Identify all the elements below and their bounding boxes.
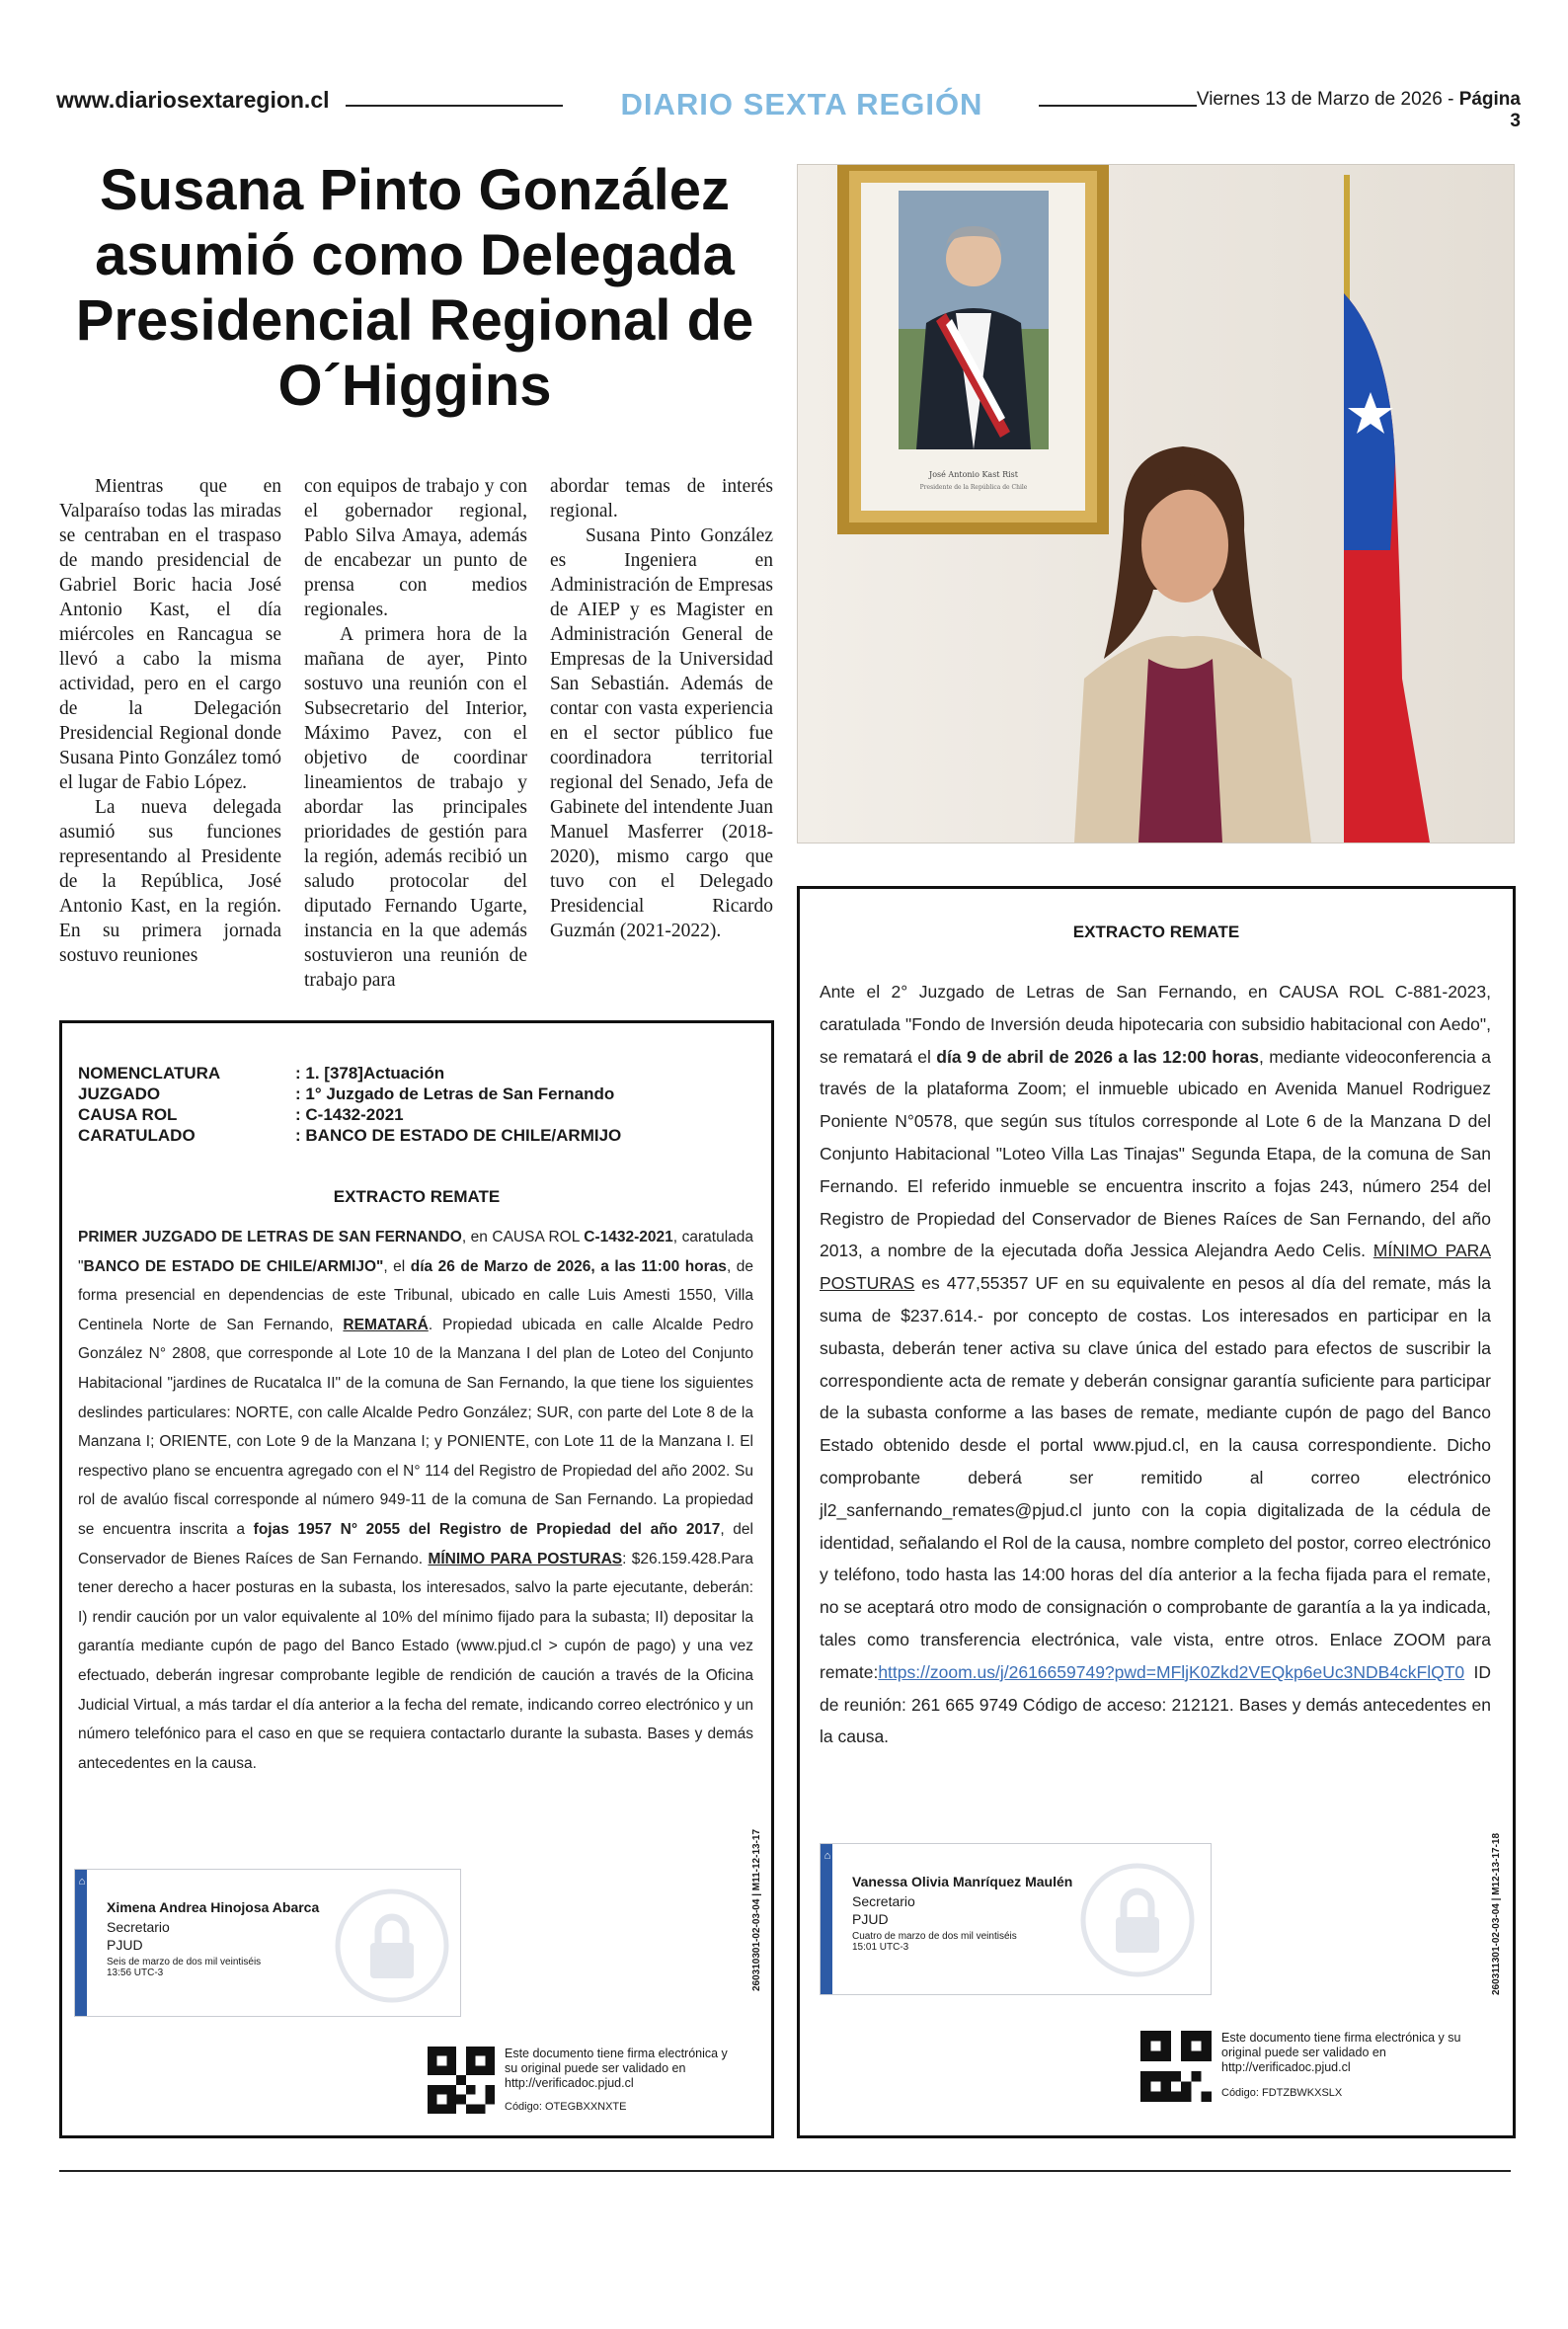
signer-org: PJUD xyxy=(852,1911,889,1927)
qr-code-icon[interactable] xyxy=(1140,2031,1212,2102)
verification-text: Este documento tiene firma electrónica y su original puede ser validado en http://verificadoc.pjud.cl xyxy=(505,2047,728,2090)
notice-body: Ante el 2° Juzgado de Letras de San Fernando, en CAUSA ROL C-881-2023, caratulada "Fondo de Inversión deuda hipotecaria con subsidio habitacional con Aedo", se rematará el día 9 de abril de 2026 a las 12:00 horas, mediante videoconferencia a través de la plataforma Zoom; el inmueble ubicado en Avenida Manuel Rodriguez Poniente N°0578, que según sus títulos corresponde al Lote 6 de la Manzana D del Conjunto Habitacional "Loteo Villa Las Tinajas" Segunda Etapa, de la comuna de San Fernando. El referido inmueble se encuentra inscrito a fojas 243, número 254 del Registro de Propiedad del Conservador de Bienes Raíces de San Fernando, del año 2013, a nombre de la ejecutada doña Jessica Alejandra Aedo Celis. MÍNIMO PARA POSTURAS es 477,55357 UF en su equivalente en pesos al día del remate, más la suma de $237.614.- por concepto de costas. Los interesados en participar en la subasta, deberán tener activa su clave única del estado para efectos de suscribir la correspondiente acta de remate y deberán consignar garantía suficiente para participar de la subasta conforme a las bases de remate, mediante cupón de pago del Banco Estado obtenido desde el portal www.pjud.cl, en la causa correspondiente. Dicho comprobante deberá ser remitido al correo electrónico jl2_sanfernando_remates@pjud.cl junto con la copia digitalizada de la cédula de identidad, señalando el Rol de la causa, nombre completo del postor, correo electrónico y teléfono, todo hasta las 14:00 horas del día anterior a la fecha fijada para el remate, no se aceptará otro modo de consignación o comprobante de garantía a la ya indicada, tales como transferencia electrónica, vale vista, entre otros. Enlace ZOOM para remate:https://zoom.us/j/2616659749?pwd=MFljK0Zkd2VEQkp6eUc3NDB4ckFlQT0 ID de reunión: 261 665 9749 Código de acceso: 212121. Bases y demás antecedentes en la causa. xyxy=(820,982,1491,1747)
header-rule-right xyxy=(1039,105,1197,107)
signer-org: PJUD xyxy=(107,1937,143,1953)
header-rule-left xyxy=(346,105,563,107)
court-seal-icon: ⌂ xyxy=(823,1850,831,1862)
signer-name: Vanessa Olivia Manríquez Maulén xyxy=(852,1874,1073,1889)
signer-name: Ximena Andrea Hinojosa Abarca xyxy=(107,1899,320,1915)
signature-block xyxy=(74,1869,461,2017)
signer-role: Secretario xyxy=(852,1893,915,1909)
signature-date: Seis de marzo de dos mil veintiséis xyxy=(107,1957,262,1968)
notice-title: EXTRACTO REMATE xyxy=(1072,923,1240,941)
notice-metadata xyxy=(78,1063,710,1146)
article-column-1 xyxy=(59,474,281,968)
verification-code: Código: OTEGBXXNXTE xyxy=(505,2101,627,2113)
article-column-2 xyxy=(304,474,527,993)
verification-block xyxy=(428,2047,744,2126)
meta-row: JUZGADO : 1° Juzgado de Letras de San Fernando xyxy=(78,1084,615,1103)
zoom-link[interactable]: https://zoom.us/j/2616659749?pwd=MFljK0Zkd2VEQkp6eUc3NDB4ckFlQT0 xyxy=(878,1661,1465,1682)
paragraph: abordar temas de interés regional. xyxy=(550,476,773,522)
article-column-3 xyxy=(550,474,773,943)
notice-body: PRIMER JUZGADO DE LETRAS DE SAN FERNANDO, en CAUSA ROL C-1432-2021, caratulada "BANCO DE ESTADO DE CHILE/ARMIJO", el día 26 de Marzo de 2026, a las 11:00 horas, de forma presencial en dependencias de este Tribunal, ubicado en calle Luis Amesti 1550, Villa Centinela Norte de San Fernando, REMATARÁ. Propiedad ubicada en calle Alcalde Pedro González N° 2808, que corresponde al Lote 10 de la Manzana I del plan de Loteo del Conjunto Habitacional "jardines de Rucatalca II" de la comuna de San Fernando, la que tiene los siguientes deslindes particulares: NORTE, con calle Alcalde Pedro González; SUR, con parte del Lote 8 de la Manzana I; ORIENTE, con Lote 9 de la Manzana I; y PONIENTE, con Lote 11 de la Manzana I. El respectivo plano se encuentra agregado con el N° 114 del Registro de Propiedad del año 2002. Su rol de avalúo fiscal corresponde al número 949-11 de la comuna de San Fernando. La propiedad se encuentra inscrita a fojas 1957 N° 2055 del Registro de Propiedad del año 2017, del Conservador de Bienes Raíces de San Fernando. MÍNIMO PARA POSTURAS: $26.159.428.Para tener derecho a hacer posturas en la subasta, los interesados, salvo la parte ejecutante, deberán: I) rendir caución por un valor equivalente al 10% del mínimo fijado para la subasta; II) depositar la garantía mediante cupón de pago del Banco Estado (www.pjud.cl > cupón de pago) y una vez efectuado, deberán ingresar comprobante legible de rendición de caución a través de la Oficina Judicial Virtual, a más tardar el día anterior a la fecha del remate, indicando correo electrónico y un número telefónico para el caso en que se requiera contactarlo durante la subasta. Bases y demás antecedentes en la causa. xyxy=(78,1229,753,1772)
verification-code: Código: FDTZBWKXSLX xyxy=(1221,2087,1343,2099)
page-number: Página 3 xyxy=(1458,89,1521,131)
court-seal-icon: ⌂ xyxy=(78,1876,86,1887)
issue-date: Viernes 13 de Marzo de 2026 - Página 3 xyxy=(1196,89,1521,131)
article-headline: Susana Pinto González asumió como Delegada Presidencial Regional de O´Higgins xyxy=(75,158,754,418)
meta-row: NOMENCLATURA : 1. [378]Actuación xyxy=(78,1064,445,1083)
document-id: 260311301-02-03-04 | M12-13-17-18 xyxy=(1491,1832,1502,1995)
paragraph: La nueva delegada asumió sus funciones representando al Presidente de la República, José Antonio Kast, en la región. En su primera jornada sostuvo reuniones xyxy=(59,797,281,966)
verification-text: Este documento tiene firma electrónica y su original puede ser validado en http://verificadoc.pjud.cl xyxy=(1221,2031,1461,2074)
signature-date: Cuatro de marzo de dos mil veintiséis xyxy=(852,1931,1017,1942)
paragraph: A primera hora de la mañana de ayer, Pinto sostuvo una reunión con el Subsecretario del Interior, Máximo Pavez, con el objetivo de coordinar lineamientos de trabajo y abordar las principales prioridades de gestión para la región, además recibió un saludo protocolar del diputado Fernando Ugarte, instancia en la que además sostuvieron una reunión de trabajo para xyxy=(304,624,527,991)
lock-icon xyxy=(334,1887,450,2004)
paragraph: con equipos de trabajo y con el gobernador regional, Pablo Silva Amaya, además de encabezar un punto de prensa con medios regionales. xyxy=(304,476,527,620)
signature-time: 13:56 UTC-3 xyxy=(107,1968,164,1978)
document-id: 260310301-02-03-04 | M11-12-13-17 xyxy=(751,1828,762,1991)
paragraph: Mientras que en Valparaíso todas las miradas se centraban en el traspaso de mando presidencial de Gabriel Boric hacia José Antonio Kast, el día miércoles en Rancagua se llevó a cabo la misma actividad, pero en el cargo de la Delegación Presidencial Regional donde Susana Pinto González tomó el lugar de Fabio López. xyxy=(59,476,281,793)
notice-title: EXTRACTO REMATE xyxy=(333,1187,501,1206)
legal-notice-2 xyxy=(797,886,1516,2138)
signature-block xyxy=(820,1843,1212,1995)
meta-row: CARATULADO : BANCO DE ESTADO DE CHILE/ARMIJO xyxy=(78,1126,622,1145)
photo-illustration xyxy=(798,165,1514,843)
site-url[interactable]: www.diariosextaregion.cl xyxy=(56,87,330,113)
signer-role: Secretario xyxy=(107,1919,170,1935)
portrait-caption-role: Presidente de la República de Chile xyxy=(919,484,1028,491)
qr-code-icon[interactable] xyxy=(428,2047,495,2114)
newspaper-brand: DIARIO SEXTA REGIÓN xyxy=(620,87,983,121)
footer-rule xyxy=(59,2170,1511,2172)
signature-time: 15:01 UTC-3 xyxy=(852,1942,909,1953)
legal-notice-1 xyxy=(59,1020,774,2138)
portrait-caption-name: José Antonio Kast Rist xyxy=(929,470,1018,479)
article-photo xyxy=(797,164,1515,843)
paragraph: Susana Pinto González es Ingeniera en Administración de Empresas de AIEP y es Magister en Administración General de Empresas de la Universidad San Sebastián. Además de contar con vasta experiencia en el sector público fue coordinadora territorial regional del Senado, Jefa de Gabinete del intendente Juan Manuel Masferrer (2018-2020), mismo cargo que tuvo con el Delegado Presidencial Ricardo Guzmán (2021-2022). xyxy=(550,525,773,941)
lock-icon xyxy=(1079,1862,1196,1978)
meta-row: CAUSA ROL : C-1432-2021 xyxy=(78,1105,404,1124)
verification-block xyxy=(1140,2031,1496,2110)
